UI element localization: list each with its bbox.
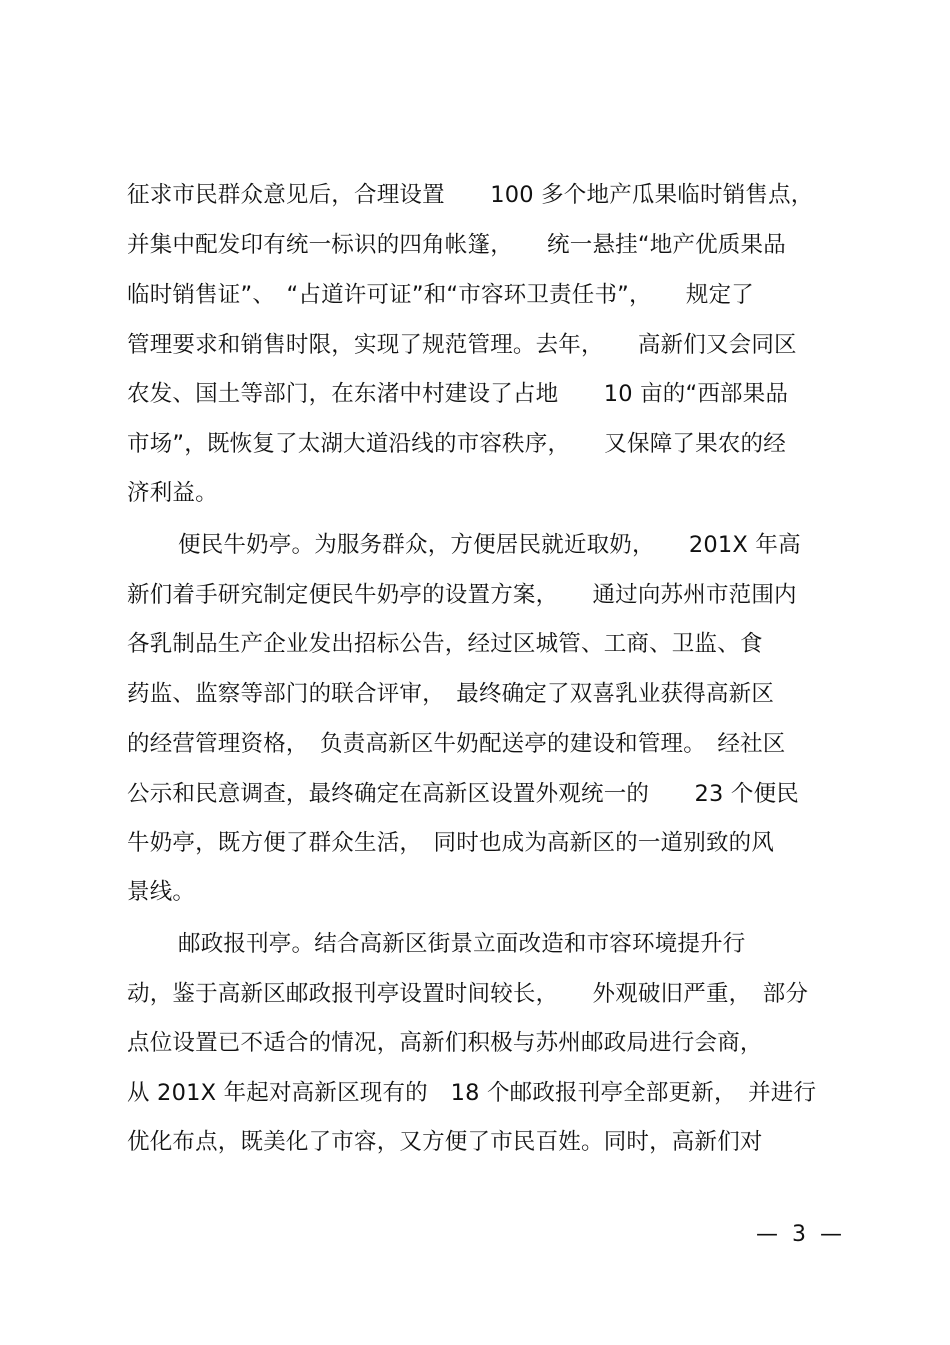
paragraph-heading-newsstand: 邮政报刊亭。结合高新区街景立面改造和市容环境提升行	[178, 931, 746, 957]
text-line: 药监、监察等部门的联合评审， 最终确定了双喜乳业获得高新区	[127, 681, 775, 707]
text-line: 市场”，既恢复了太湖大道沿线的市容秩序， 又保障了果农的经	[127, 431, 786, 457]
text-line: 征求市民群众意见后，合理设置 100 多个地产瓜果临时销售点，	[127, 182, 814, 208]
text-line: 从 201X 年起对高新区现有的 18 个邮政报刊亭全部更新， 并进行	[127, 1080, 817, 1106]
text-line: 点位设置已不适合的情况，高新们积极与苏州邮政局进行会商，	[127, 1030, 763, 1056]
text-line: 景线。	[127, 879, 196, 905]
text-line: 的经营管理资格， 负责高新区牛奶配送亭的建设和管理。 经社区	[127, 731, 786, 757]
text-line: 动，鉴于高新区邮政报刊亭设置时间较长， 外观破旧严重， 部分	[127, 981, 809, 1007]
text-line: 管理要求和销售时限，实现了规范管理。去年， 高新们又会同区	[127, 332, 797, 358]
text-line: 新们着手研究制定便民牛奶亭的设置方案， 通过向苏州市范围内	[127, 582, 797, 608]
paragraph-heading-milk-kiosk: 便民牛奶亭。为服务群众，方便居民就近取奶， 201X 年高	[178, 532, 801, 558]
text-line: 各乳制品生产企业发出招标公告，经过区城管、工商、卫监、食	[127, 631, 763, 657]
text-line: 并集中配发印有统一标识的四角帐篷， 统一悬挂“地产优质果品	[127, 232, 786, 258]
text-line: 临时销售证”、 “占道许可证”和“市容环卫责任书”， 规定了	[127, 282, 754, 308]
text-line: 济利益。	[127, 480, 218, 506]
text-line: 公示和民意调查，最终确定在高新区设置外观统一的 23 个便民	[127, 781, 799, 807]
page-number: — 3 —	[756, 1222, 842, 1247]
text-line: 牛奶亭，既方便了群众生活， 同时也成为高新区的一道别致的风	[127, 830, 775, 856]
text-line: 农发、国土等部门，在东渚中村建设了占地 10 亩的“西部果品	[127, 381, 789, 407]
text-line: 优化布点，既美化了市容，又方便了市民百姓。同时，高新们对	[127, 1129, 763, 1155]
